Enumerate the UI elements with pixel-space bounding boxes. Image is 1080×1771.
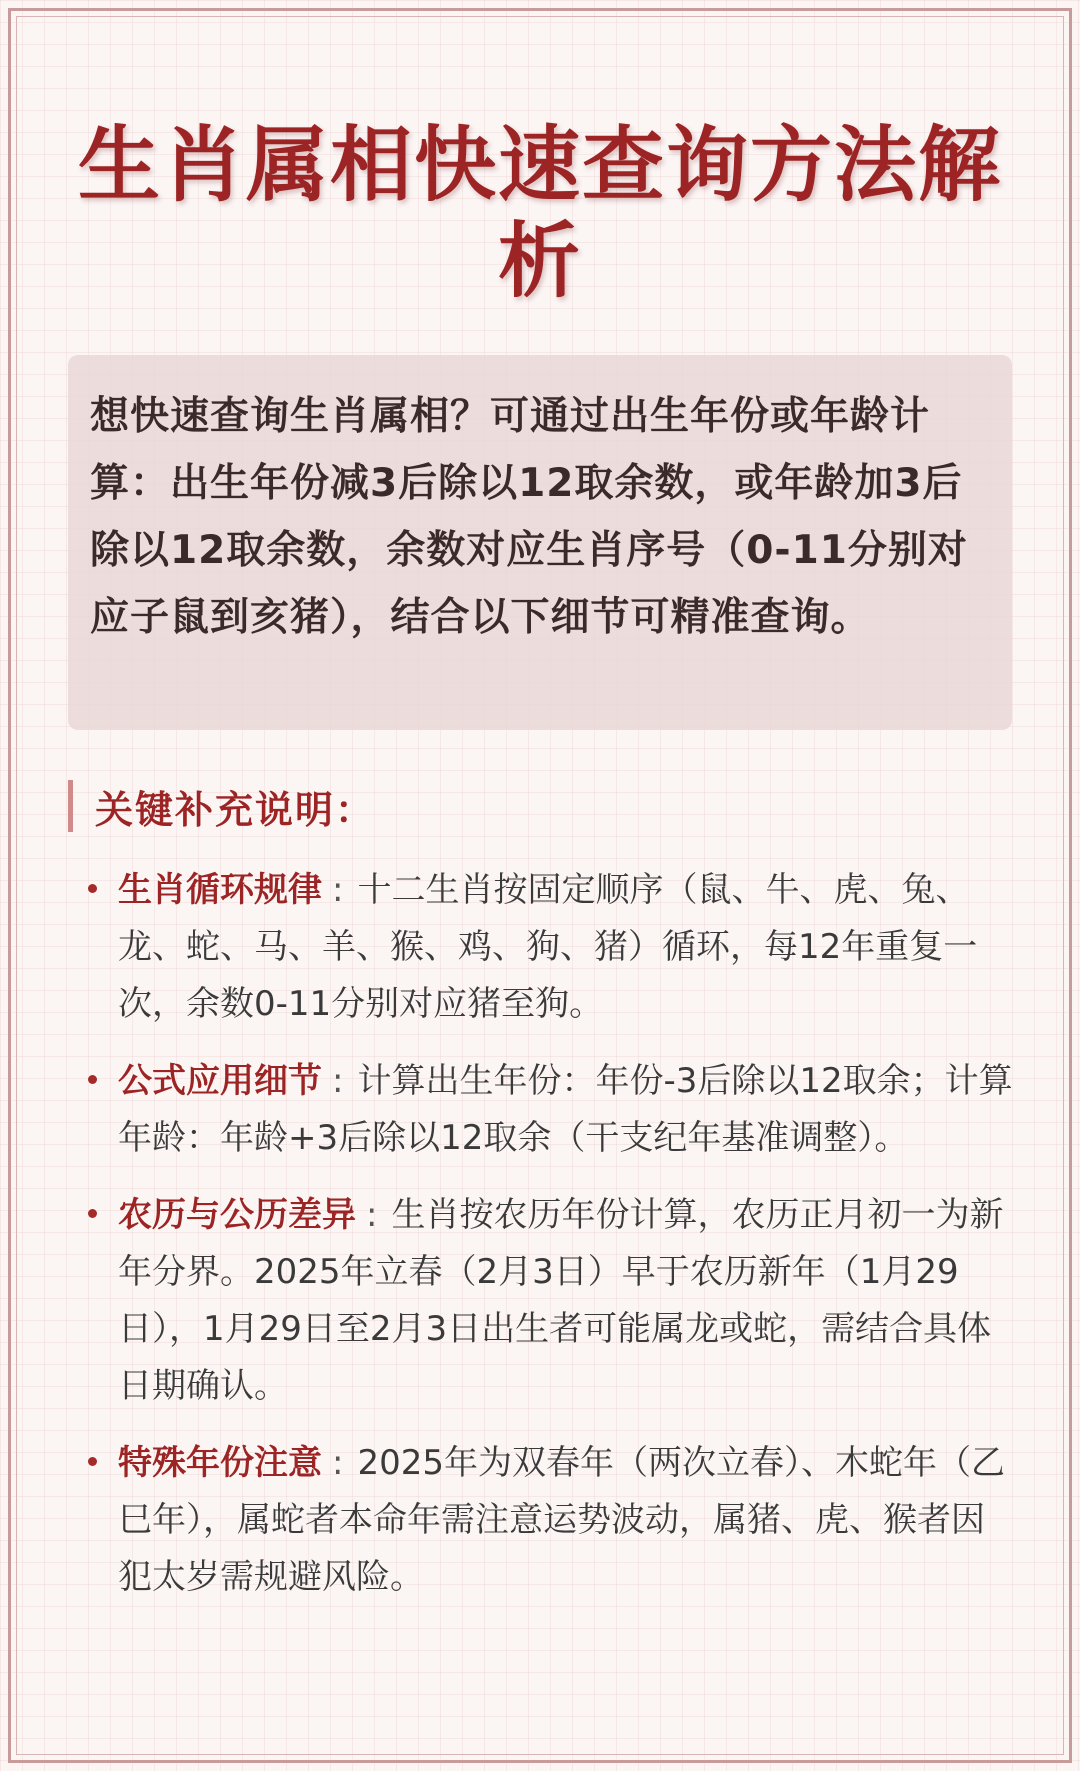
point-separator: :	[332, 1443, 344, 1483]
intro-box	[68, 355, 1012, 730]
heading-accent-bar	[68, 780, 73, 832]
bullet-dot-icon	[88, 1075, 97, 1084]
point-title: 公式应用细节	[118, 1061, 322, 1101]
point-text: 计算出生年份：年份-3后除以12取余；计算年龄：年龄+3后除以12取余（干支纪年基准调整）。	[118, 1061, 1013, 1158]
list-item	[84, 862, 1014, 1033]
points-list	[84, 862, 1014, 1626]
point-separator: :	[332, 1061, 344, 1101]
point-title: 生肖循环规律	[118, 870, 322, 910]
section-heading	[68, 780, 375, 832]
bullet-dot-icon	[88, 884, 97, 893]
point-text: 2025年为双春年（两次立春）、木蛇年（乙巳年），属蛇者本命年需注意运势波动，属猪、虎、猴者因犯太岁需规避风险。	[118, 1443, 1005, 1597]
point-text: 十二生肖按固定顺序（鼠、牛、虎、兔、龙、蛇、马、羊、猴、鸡、狗、猪）循环，每12年重复一次，余数0-11分别对应猪至狗。	[118, 870, 978, 1024]
list-item	[84, 1435, 1014, 1606]
list-item	[84, 1187, 1014, 1415]
page-title: 生肖属相快速查询方法解析	[77, 118, 1002, 309]
list-item	[84, 1053, 1014, 1167]
point-separator: :	[366, 1195, 378, 1235]
point-text: 生肖按农历年份计算，农历正月初一为新年分界。2025年立春（2月3日）早于农历新年（1月29日），1月29日至2月3日出生者可能属龙或蛇，需结合具体日期确认。	[118, 1195, 1004, 1406]
section-heading-text: 关键补充说明：	[95, 787, 376, 832]
point-title: 农历与公历差异	[118, 1195, 356, 1235]
bullet-dot-icon	[88, 1209, 97, 1218]
point-title: 特殊年份注意	[118, 1443, 322, 1483]
intro-text: 想快速查询生肖属相？可通过出生年份或年龄计算：出生年份减3后除以12取余数，或年龄加3后除以12取余数，余数对应生肖序号（0-11分别对应子鼠到亥猪），结合以下细节可精准查询。	[90, 394, 968, 640]
bullet-dot-icon	[88, 1457, 97, 1466]
point-separator: :	[332, 870, 344, 910]
